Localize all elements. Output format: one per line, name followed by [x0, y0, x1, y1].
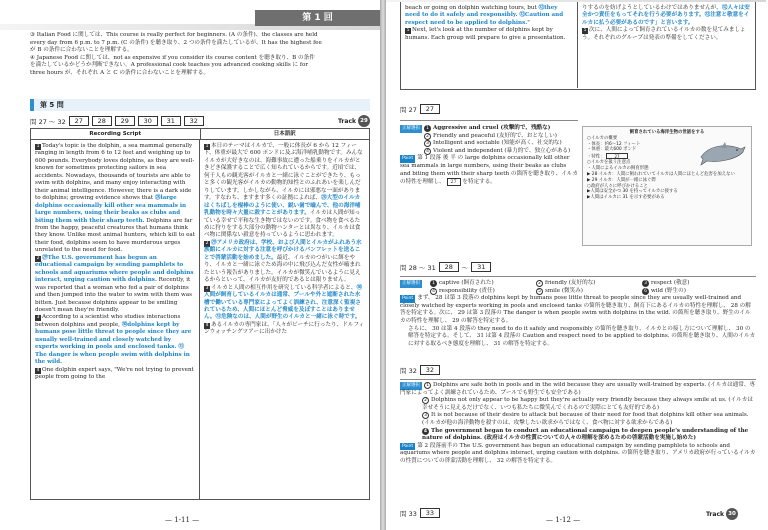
option-number: 4	[423, 428, 428, 434]
point-tag: Point	[402, 296, 414, 302]
answer-tag: 正解選択	[402, 383, 420, 388]
script-text: イルカと人間の相互作用を研究している科学者によると、	[211, 284, 357, 291]
script-header-en: Recording Script	[31, 129, 201, 139]
question-28-31-row: 問 28 ～ 31 28 ～ 31	[400, 262, 491, 272]
answer-box: 31	[161, 116, 181, 126]
script-cont-text: beach or going on dolphin watching tours, but	[405, 5, 539, 11]
page-number-left: — 1-11 —	[165, 516, 200, 524]
script-highlight: ㉚人間が飼育しているイルカは通常、プールや外と遮断された水槽で働いている専門家によってよく訓練され、注意深く監視されているため、人間にほとんど脅威を及ぼすことはありません。㉛危険なのは、人間が野生のイルカと一緒に泳ぐ時です。	[204, 284, 363, 321]
option-item	[400, 397, 756, 412]
script-paragraph	[204, 143, 365, 240]
q32-options	[400, 382, 756, 466]
option-number: 5	[536, 288, 543, 295]
answer-box: 31	[471, 262, 491, 272]
option-number: 3	[422, 412, 429, 419]
script-para5-jp: 次に、人間によって飼育されているイルカの数を見てみましょう。それぞれのグループは発表の準備をしてください。	[582, 27, 746, 41]
worksheet-figure	[582, 126, 752, 246]
option-text: respect (敬意)	[651, 280, 690, 286]
option-item	[400, 125, 578, 133]
paragraph-number: 3	[36, 315, 40, 321]
option-number: 3	[424, 140, 431, 147]
script-continuation-box	[400, 2, 756, 90]
point-note-2: さらに、 30 は第 4 段落の they need to do it safely and responsibly の箇所を聴き取り、イルカとの接し方について理解し、 30 の解答を特定する。そして、 31 は第 4 段落の Caution and respect need to be applied to dolphins. の箇所を聴き取り、人間のイルカに対する取るべき態度を理解し、 31 の解答を特定する。	[408, 325, 756, 347]
question-label: 問 28 ～ 31	[400, 263, 436, 272]
option-number: 4	[424, 148, 431, 155]
option-number: 2	[422, 397, 429, 404]
intro-line: ④ Japanese Food に関しては、not as expensive if you consider its course content を聴き取り、B の条件	[30, 54, 315, 61]
paragraph-number: 5	[583, 28, 587, 34]
divider	[400, 276, 756, 277]
answer-box: 28	[439, 262, 459, 272]
answer-box: 28	[92, 116, 112, 126]
option-text: friendly (友好的な)	[545, 280, 596, 286]
track-indicator[interactable]	[338, 115, 370, 127]
script-paragraph	[204, 240, 365, 285]
script-paragraph	[35, 143, 195, 255]
intro-line: ③ Italian Food に関しては、This course is really perfect for beginners. (A の条件)、the classes are held	[30, 32, 318, 38]
intro-line: を満たしているかどうか判断できない。A professional cook teaches you advanced cooking skills に for	[30, 62, 309, 69]
paragraph-number: 2	[205, 240, 209, 246]
script-paragraph	[204, 285, 365, 322]
script-paragraph	[35, 314, 195, 366]
script-text: イルカは人間が知っている幸せで平和な生き物ではないのです。食べ物を食べるために狩りをする大部分の動物ハンターとは異なり、イルカは食べ物に関係ない殺意を持っているように思われます。	[204, 210, 361, 239]
option-text: Intelligent and sociable (知能が高く、社交的な)	[433, 140, 562, 147]
divider	[400, 379, 756, 380]
question-label: 問 33	[400, 509, 417, 518]
script-japanese-cont	[578, 2, 755, 88]
question-33-row	[400, 508, 440, 518]
script-text: Dolphins are far from the happy, peaceful creatures that humans think they know. Unlike most animal hunters, which kill to eat their food, dolphins seem to have murderous urges unrelated to the need for food.	[35, 217, 195, 254]
script-cont-tail: "	[527, 19, 530, 26]
intro-line: が B の条件に合わないことを理解する。	[30, 47, 133, 54]
answer-box: 27	[69, 116, 89, 126]
answer-tag: 正解選択	[402, 281, 420, 286]
point-text: まず、 28 は第 3 段落の dolphins kept by humans pose little threat to people since they are usually well-trained and closely watched by experts working in pools and enclosed tanks の箇所を聴き取り、飼育下にあるイルカの特性を理解し、 28 の解答を特定する。次に、 29 は第 3 段落の The danger is when people swim with dolphins in the wild. の箇所を聴き取り、野生のイルカの特性を理解し、 29 の解答を特定する。	[400, 295, 751, 324]
script-columns	[31, 140, 369, 500]
worksheet-blank: 27	[606, 153, 628, 159]
script-cont-highlight-jp: ㉜人々は安全かつ責任をもってそれを行う必要があります。㉜注意と敬意をイルカに払う必要があるのです」と言います。	[582, 5, 750, 26]
script-paragraph	[35, 255, 195, 315]
option-text: Aggressive and cruel (攻撃的で、残酷な)	[433, 125, 551, 131]
worksheet-line: ○政府が人々に呼びかけること	[587, 183, 648, 189]
point-tag: Point	[402, 156, 414, 162]
script-highlight: ㉙アメリカ政府は、学校、および人間とイルカがふれあう水族館にイルカに対する注意を呼びかけるパンフレットを送ることで啓蒙活動を始めました。	[204, 239, 362, 261]
script-text: Today's topic is the dolphin, a sea mammal generally ranging in length from 6 to 12 feet and weighing up to 600 pounds. Everybody loves dolphins, as they are well-known for sometimes protecting sailors in sea accidents. Nowadays, thousands of tourists are able to swim with dolphins, and many enjoy interacting with their animal intelligence. However, there is a dark side to dolphins; growing evidence shows that	[35, 143, 195, 202]
answer-box: 32	[420, 365, 440, 375]
question-32-row	[400, 365, 440, 375]
worksheet-line: ▶ 29 イルカ：人間が一緒に泳ぐ際	[587, 177, 656, 183]
option-text: Violent and independent (暴力的で、独立心がある)	[433, 147, 571, 154]
script-text: Recently, it was reported that a woman who fed a pair of dolphins and then jumped into the water to swim with them was bitten. Just because dolphins appear to be smiling doesn't mean they're friendly.	[35, 277, 192, 313]
answer-box: 32	[184, 116, 204, 126]
intro-line: every day from 6 p.m. to 7 p.m. (C の条件) を聴き取り、2 つの条件を満たしているが、It has the highest fee	[30, 39, 322, 46]
question-27-row	[400, 104, 440, 114]
option-item	[430, 280, 530, 288]
script-highlight: ㉘大型のイルカはくちばしを棍棒のように使い、鋭い歯で嚙んで、他の海洋哺乳動物を時々大量に殺すことがあります。	[204, 195, 361, 217]
script-para5: Next, let's look at the number of dolphins kept by humans. Each group will prepare to give a presentation.	[405, 27, 566, 41]
option-text: Dolphins not only appear to be happy but they're actually very friendly because they always smile at us. (イルカは幸せそうに見えるだけでなく、いつも私たちに微笑んでくれるので実際にとても友好的である)	[422, 397, 753, 411]
question-label: 問 27 ～ 32	[30, 117, 66, 126]
script-cont-highlight: ㉜they need to do it safely and responsibly. ㉜Caution and respect need to be applied to dolphins.	[405, 5, 564, 26]
track-indicator[interactable]	[706, 508, 738, 520]
question-label: 問 27	[400, 105, 417, 114]
paragraph-number: 3	[205, 285, 209, 291]
dolphin-illustration	[697, 139, 747, 169]
option-text: wild (野生の)	[651, 287, 686, 294]
recording-script-box	[30, 128, 370, 500]
option-number: 1	[424, 382, 431, 389]
point-tag: Point	[402, 443, 414, 449]
option-number: 4	[430, 288, 437, 295]
script-cont-text-jp: りするのを妨げようとしているわけではありませんが、	[582, 5, 722, 11]
point-text: 第 1 段落 後 半 の large dolphins occasionally kill other sea mammals in large numbers, using their beaks as clubs and biting them with their sharp teeth の箇所を聴き取り、イルカの特性を理解し、	[400, 155, 578, 186]
question-label: 問 32	[400, 366, 417, 375]
answer-box: 27	[420, 104, 440, 114]
option-text: smile (微笑み)	[545, 287, 583, 294]
option-text: Friendly and peaceful (友好的で、おとなしい)	[433, 132, 557, 139]
point-note	[400, 155, 578, 186]
script-english-cont	[401, 2, 578, 88]
worksheet-line: ▶人間はイルカに 31 を示す必要がある	[587, 195, 665, 201]
worksheet-line: ・体長：約6～12 フィート	[587, 141, 641, 147]
option-number: 6	[642, 288, 649, 295]
script-paragraph	[204, 322, 365, 337]
paragraph-number: 4	[36, 367, 40, 373]
intro-text	[30, 32, 370, 78]
worksheet-line: ・体重：最大600 ポンド	[587, 147, 637, 153]
paragraph-number: 4	[205, 322, 209, 328]
worksheet-line: ○イルカの概要	[587, 135, 618, 141]
script-header-jp: 日本語訳	[273, 131, 296, 137]
point-note	[400, 295, 756, 325]
option-number: 3	[642, 280, 649, 287]
track-label: Track	[338, 117, 356, 125]
option-text: captive (飼育された)	[439, 280, 494, 286]
paragraph-number: 1	[205, 144, 209, 149]
q27-options	[400, 125, 578, 187]
script-header	[31, 129, 369, 140]
intro-line: three hours が、それぞれ A と C の条件に合わないことを理解する。	[30, 69, 209, 76]
option-text: It is not because of their desire to attack but because of their need for food that dolphins kill other sea animals. (イルカが他の海洋動物を殺すのは、攻撃したい欲求からではなく、食べ物に対する欲求からである)	[422, 412, 749, 426]
track-number: 29	[358, 115, 370, 127]
script-highlight: ㉙The U.S. government has begun an educational campaign by sending pamphlets to schools and aquariums where people and dolphins interact, urging caution with dolphins.	[35, 254, 194, 284]
worksheet-line: ・人間によるイルカの飼育形態	[587, 166, 649, 172]
point-end: を特定する。	[462, 179, 496, 186]
option-number: 2	[536, 280, 543, 287]
script-japanese	[200, 140, 369, 500]
chapter-title: 第 1 回	[255, 10, 380, 26]
answer-box: 30	[138, 116, 158, 126]
script-english	[31, 140, 200, 500]
right-page	[386, 0, 768, 530]
script-highlight: ㉚dolphins kept by humans pose little threat to people since they are usually well-trained and closely watched by experts working in pools and enclosed tanks. ㉛The danger is when people swim with dolphins in the wild.	[35, 321, 192, 366]
q28-options	[400, 280, 756, 348]
script-highlight: ㉘large dolphins occasionally kill other sea mammals in large numbers, using their beaks as clubs and biting them with their sharp teeth.	[35, 195, 187, 224]
option-text: responsibility (責任)	[439, 287, 495, 294]
option-number: 1	[430, 280, 437, 287]
script-paragraph	[35, 367, 195, 382]
script-text: 本日のテーマはイルカで、一般に体長が 6 から 12 フィート、体重が最大で 600 ポンドに及ぶ海洋哺乳動物です。みんなイルカが大好きなのは、海難事故に遭った船乗りをイルカがときどき保護することで広く知られているからです。近頃では、何千人もの観光客がイルカと一緒に泳ぐことができたり、もっと多くの観光客がイルカの動物的知性とのふれあいを楽しんだりしています。しかしながら、イルカには邪悪な一面があります。すなわち、ますます多くの証拠によれば、	[204, 143, 363, 202]
option-text: The government began to conduct an educational campaign to deepen people's understanding of the nature of dolphins. (政府はイルカの性質についての人々の理解を深めるための啓蒙活動を実施し始めた)	[422, 427, 749, 442]
answer-box: 33	[420, 508, 440, 518]
track-label: Track	[706, 510, 724, 518]
worksheet-line: ▶ 28 イルカ：人間に飼われていてイルカは人間にほとんど危害を加えない	[587, 172, 735, 178]
answer-tag: 正解選択	[402, 126, 420, 131]
option-number: 2	[424, 133, 431, 140]
paragraph-number: 1	[36, 144, 40, 149]
question-row	[30, 115, 370, 127]
option-number: 1	[424, 125, 431, 132]
option-item	[536, 280, 636, 288]
option-item	[400, 140, 578, 148]
worksheet-line: ○イルカを扱う注意点	[587, 160, 631, 166]
left-page	[0, 0, 380, 530]
answer-box: 29	[115, 116, 135, 126]
script-text: 最近、イルカのつがいに餌をやり、イルカと一緒に泳ぐため海の中に飛び込んだ女性が嚙まれたという報告がありました。イルカが微笑んでいるように見えるからといって、イルカが友好的であるとは限りません。	[204, 254, 361, 284]
script-text: According to a scientist who studies interactions between dolphins and people,	[35, 314, 181, 328]
option-item	[642, 280, 689, 288]
options-row-1	[400, 280, 756, 288]
option-item	[400, 412, 756, 427]
script-text: あるイルカの専門家は、「人々がビーチに行ったり、ドルフィンウォッチングツアーに出かけた	[204, 321, 365, 336]
worksheet-title: 飼育されている海洋生物の世話をする	[629, 130, 705, 135]
track-number: 30	[726, 508, 738, 520]
option-item	[400, 382, 756, 397]
point-text: 第 2 段落前半の The U.S. government has begun an educational campaign by sending pamphlets to schools and aquariums where people and dolphins interact, urging caution with dolphins. の箇所を聴き取り、アメリカ政府が行っているイルカの性質についての啓蒙活動を理解し、 32 の解答を特定する。	[400, 442, 756, 464]
section-title: 第 5 問	[30, 99, 370, 111]
paragraph-number: 2	[36, 255, 40, 261]
option-item	[400, 428, 756, 443]
answer-box: 27	[447, 178, 461, 186]
option-text: Dolphins are safe both in pools and in the wild because they are usually well-trained by experts. (イルカは通常、専門家によってよく訓練されているため、プールでも野生でも安全である)	[400, 382, 756, 396]
divider	[400, 120, 578, 121]
script-text: One dolphin expert says, "We're not trying to prevent people from going to the	[35, 366, 194, 381]
paragraph-number: 5	[406, 28, 410, 34]
worksheet-line-text: ・特性：	[587, 154, 605, 160]
point-note	[400, 443, 756, 466]
worksheet-line: ▶人間は安全かつ 30 を持ってイルカに接する	[587, 189, 678, 195]
page-number-right: — 1-12 —	[546, 516, 581, 524]
